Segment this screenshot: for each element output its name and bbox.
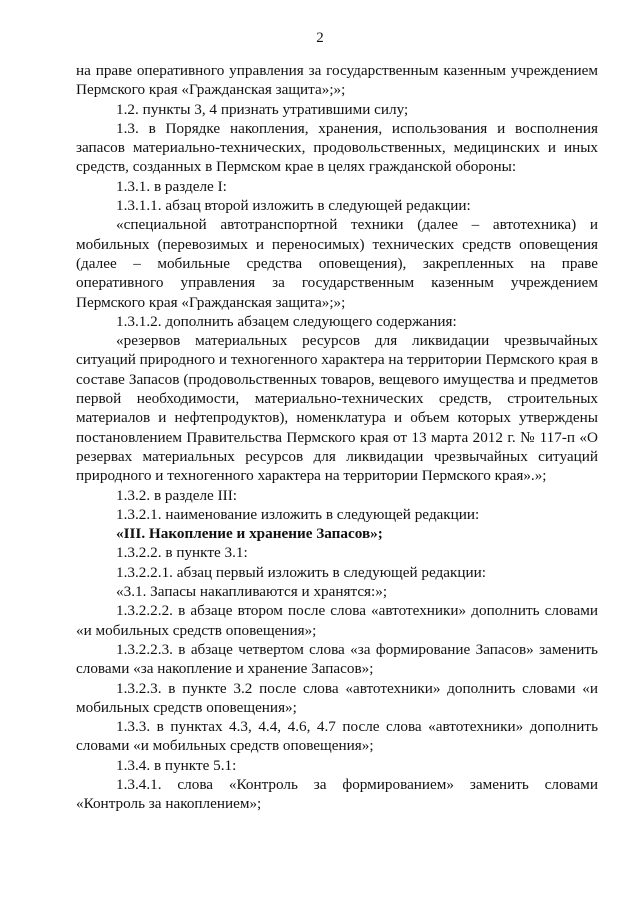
- document-body: [76, 61, 598, 814]
- page-number: 2: [316, 30, 324, 46]
- paragraph: 1.3.2. в разделе III:: [116, 486, 237, 504]
- paragraph: на праве оперативного управления за государственным казенным учреждением Пермского края «Гражданская защита»;»;: [76, 62, 598, 99]
- paragraph: 1.3.1. в разделе I:: [116, 177, 227, 195]
- paragraph: 1.3.2.2.3. в абзаце четвертом слова «за формирование Запасов» заменить словами «за накопление и хранение Запасов»;: [76, 640, 598, 678]
- paragraph: «3.1. Запасы накапливаются и хранятся:»;: [116, 583, 388, 601]
- paragraph: 1.3.2.1. наименование изложить в следующей редакции:: [116, 505, 480, 523]
- paragraph: 1.3.2.2.1. абзац первый изложить в следующей редакции:: [116, 563, 486, 581]
- paragraph: 1.2. пункты 3, 4 признать утратившими силу;: [116, 100, 409, 118]
- paragraph: 1.3.2.2.2. в абзаце втором после слова «автотехники» дополнить словами «и мобильных средств оповещения»;: [76, 602, 598, 639]
- paragraph: 1.3.1.1. абзац второй изложить в следующей редакции:: [116, 197, 471, 215]
- paragraph: 1.3.3. в пунктах 4.3, 4.4, 4.6, 4.7 после слова «автотехники» дополнить словами «и мобильных средств оповещения»;: [76, 718, 598, 755]
- paragraph: 1.3.1.2. дополнить абзацем следующего содержания:: [116, 312, 457, 330]
- paragraph: 1.3.2.2. в пункте 3.1:: [116, 544, 248, 562]
- paragraph: 1.3.2.3. в пункте 3.2 после слова «автотехники» дополнить словами «и мобильных средств оповещения»;: [76, 679, 598, 716]
- paragraph: 1.3. в Порядке накопления, хранения, использования и восполнения запасов материально-технических, продовольственных, медицинских и иных средств, созданных в Пермском крае в целях гражданской обороны:: [76, 119, 598, 176]
- paragraph: «резервов материальных ресурсов для ликвидации чрезвычайных ситуаций природного и техногенного характера на территории Пермского края в составе Запасов (продовольственных товаров, вещевого имущества и предметов первой необходимости, материально-технических средств, строительных материалов и нефтепродуктов), номенклатура и объем которых утверждены постановлением Правительства Пермского края от 13 марта 2012 г. № 117-п «О резервах материальных ресурсов для ликвидации чрезвычайных ситуаций природного и техногенного характера на территории Пермского края».»;: [76, 332, 598, 485]
- section-heading: «III. Накопление и хранение Запасов»;: [116, 525, 383, 543]
- paragraph: 1.3.4.1. слова «Контроль за формированием» заменить словами «Контроль за накоплением»;: [76, 775, 598, 813]
- paragraph: «специальной автотранспортной техники (далее – автотехника) и мобильных (перевозимых и переносимых) технических средств оповещения (далее – мобильные средства оповещения), закрепленных на праве оперативного управления за государственным казенным учреждением Пермского края «Гражданская защита»;»;: [76, 216, 598, 311]
- paragraph: 1.3.4. в пункте 5.1:: [116, 756, 237, 774]
